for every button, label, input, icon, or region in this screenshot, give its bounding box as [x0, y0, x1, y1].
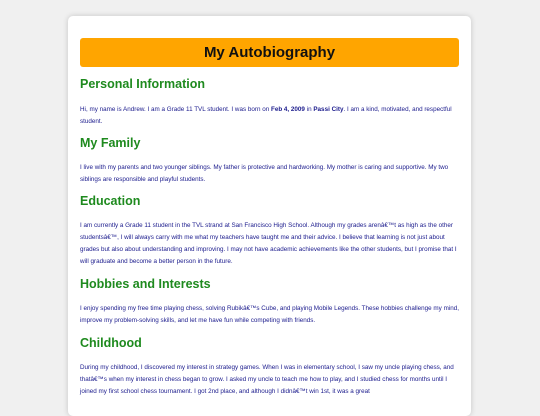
- section-my-family: [80, 136, 459, 186]
- personal-text-part: in: [304, 106, 314, 113]
- section-heading-childhood: Childhood: [80, 336, 142, 350]
- section-text-my-family: I live with my parents and two younger siblings. My father is protective and hardworking. My mother is caring and supportive. My two siblings are responsible and playful students.: [80, 164, 449, 183]
- birth-date: Feb 4, 2009: [270, 106, 305, 113]
- section-text-personal-information: [80, 104, 459, 128]
- page-title: My Autobiography: [203, 44, 336, 61]
- section-heading-education: Education: [80, 194, 141, 208]
- section-heading-personal-information: Personal Information: [80, 77, 206, 91]
- section-personal-information: [80, 77, 459, 128]
- section-childhood: [80, 336, 459, 398]
- section-education: [80, 194, 459, 268]
- section-heading-my-family: My Family: [80, 136, 141, 150]
- autobiography-card: [68, 16, 471, 416]
- section-text-hobbies-and-interests: I enjoy spending my free time playing chess, solving Rubikâ€™s Cube, and playing Mobile Legends. These hobbies challenge my mind, improve my problem-solving skills, and let me have fun while competing with friends.: [80, 305, 459, 324]
- birth-place: Passi City: [313, 106, 344, 113]
- section-hobbies-and-interests: [80, 277, 459, 327]
- personal-text-part: Hi, my name is Andrew. I am a Grade 11 TVL student. I was born on: [80, 106, 271, 113]
- title-banner: [80, 38, 459, 67]
- section-text-education: I am currently a Grade 11 student in the TVL strand at San Francisco High School. Although my grades arenâ€™t as high as the other studentsâ€™, I will always carry with me what my teachers have taught me and their advice. I believe that learning is not just about grades but also about understanding and improving. I may not have academic achievements like the other students, but I promise that I will graduate and become a better person in the future.: [80, 222, 457, 265]
- personal-text-part: . I am a kind, motivated, and respectful student.: [80, 106, 452, 125]
- section-text-childhood: During my childhood, I discovered my interest in strategy games. When I was in elementary school, I saw my uncle playing chess, and thatâ€™s when my interest in chess began to grow. I asked my uncle to teach me how to play, and I studied chess for months until I joined my first school chess tournament. I got 2nd place, and although I didnâ€™t win 1st, it was a great: [80, 364, 454, 395]
- section-heading-hobbies-and-interests: Hobbies and Interests: [80, 277, 211, 291]
